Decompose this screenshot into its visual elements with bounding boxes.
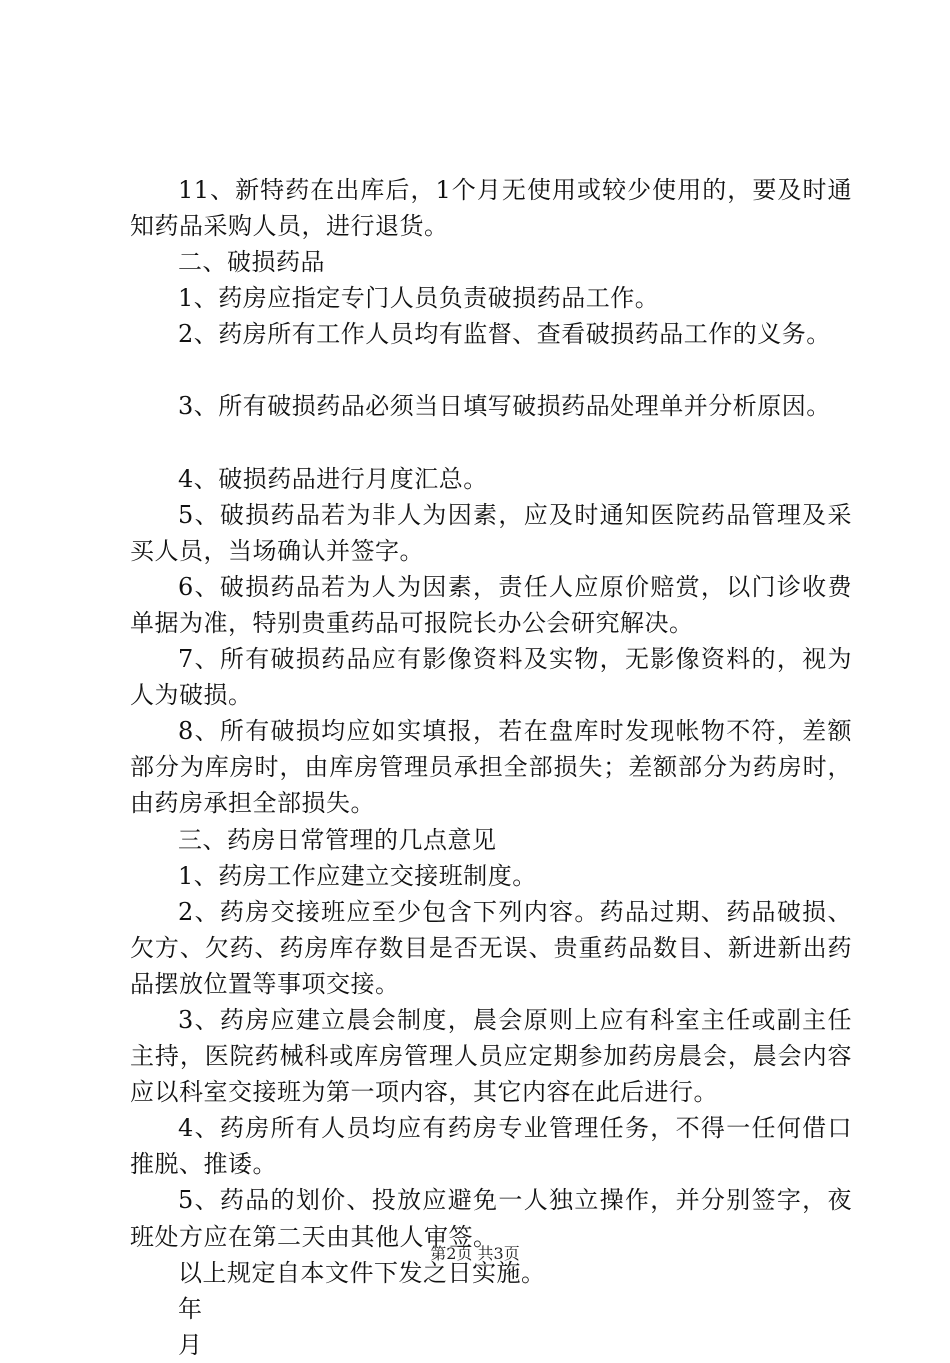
paragraph-damaged-3: 3、所有破损药品必须当日填写破损药品处理单并分析原因。 xyxy=(178,392,831,421)
document-body xyxy=(130,172,852,1363)
effective-statement: 以上规定自本文件下发之日实施。 xyxy=(178,1258,546,1287)
paragraph-damaged-8: 8、所有破损均应如实填报，若在盘库时发现帐物不符，差额部分为库房时，由库房管理员承担全部损失；差额部分为药房时，由药房承担全部损失。 xyxy=(130,717,852,818)
section-heading-daily-management: 三、药房日常管理的几点意见 xyxy=(178,825,497,854)
paragraph-spacer xyxy=(130,425,852,461)
paragraph-damaged-1: 1、药房应指定专门人员负责破损药品工作。 xyxy=(178,284,660,313)
paragraph-daily-5: 5、药品的划价、投放应避免一人独立操作，并分别签字，夜班处方应在第二天由其他人审签。 xyxy=(130,1186,852,1251)
date-year: 年 xyxy=(178,1294,203,1323)
paragraph-damaged-2: 2、药房所有工作人员均有监督、查看破损药品工作的义务。 xyxy=(178,320,831,349)
page-number-footer: 第2页 共3页 xyxy=(430,1244,520,1263)
section-heading-damaged-drugs: 二、破损药品 xyxy=(178,248,325,277)
date-month: 月 xyxy=(178,1330,203,1359)
paragraph-item-11: 11、新特药在出库后，1个月无使用或较少使用的，要及时通知药品采购人员，进行退货。 xyxy=(130,176,852,241)
paragraph-daily-1: 1、药房工作应建立交接班制度。 xyxy=(178,861,537,890)
paragraph-damaged-4: 4、破损药品进行月度汇总。 xyxy=(178,464,488,493)
paragraph-spacer xyxy=(130,352,852,388)
paragraph-damaged-5: 5、破损药品若为非人为因素，应及时通知医院药品管理及采买人员，当场确认并签字。 xyxy=(130,500,852,565)
paragraph-daily-3: 3、药房应建立晨会制度，晨会原则上应有科室主任或副主任主持，医院药械科或库房管理人员应定期参加药房晨会，晨会内容应以科室交接班为第一项内容，其它内容在此后进行。 xyxy=(130,1005,852,1107)
paragraph-damaged-7: 7、所有破损药品应有影像资料及实物，无影像资料的，视为人为破损。 xyxy=(130,645,852,710)
paragraph-daily-2: 2、药房交接班应至少包含下列内容。药品过期、药品破损、欠方、欠药、药房库存数目是否无误、贵重药品数目、新进新出药品摆放位置等事项交接。 xyxy=(130,897,852,998)
paragraph-daily-4: 4、药房所有人员均应有药房专业管理任务，不得一任何借口推脱、推诿。 xyxy=(130,1114,852,1179)
paragraph-damaged-6: 6、破损药品若为人为因素，责任人应原价赔赏，以门诊收费单据为准，特别贵重药品可报院长办公会研究解决。 xyxy=(130,572,852,637)
